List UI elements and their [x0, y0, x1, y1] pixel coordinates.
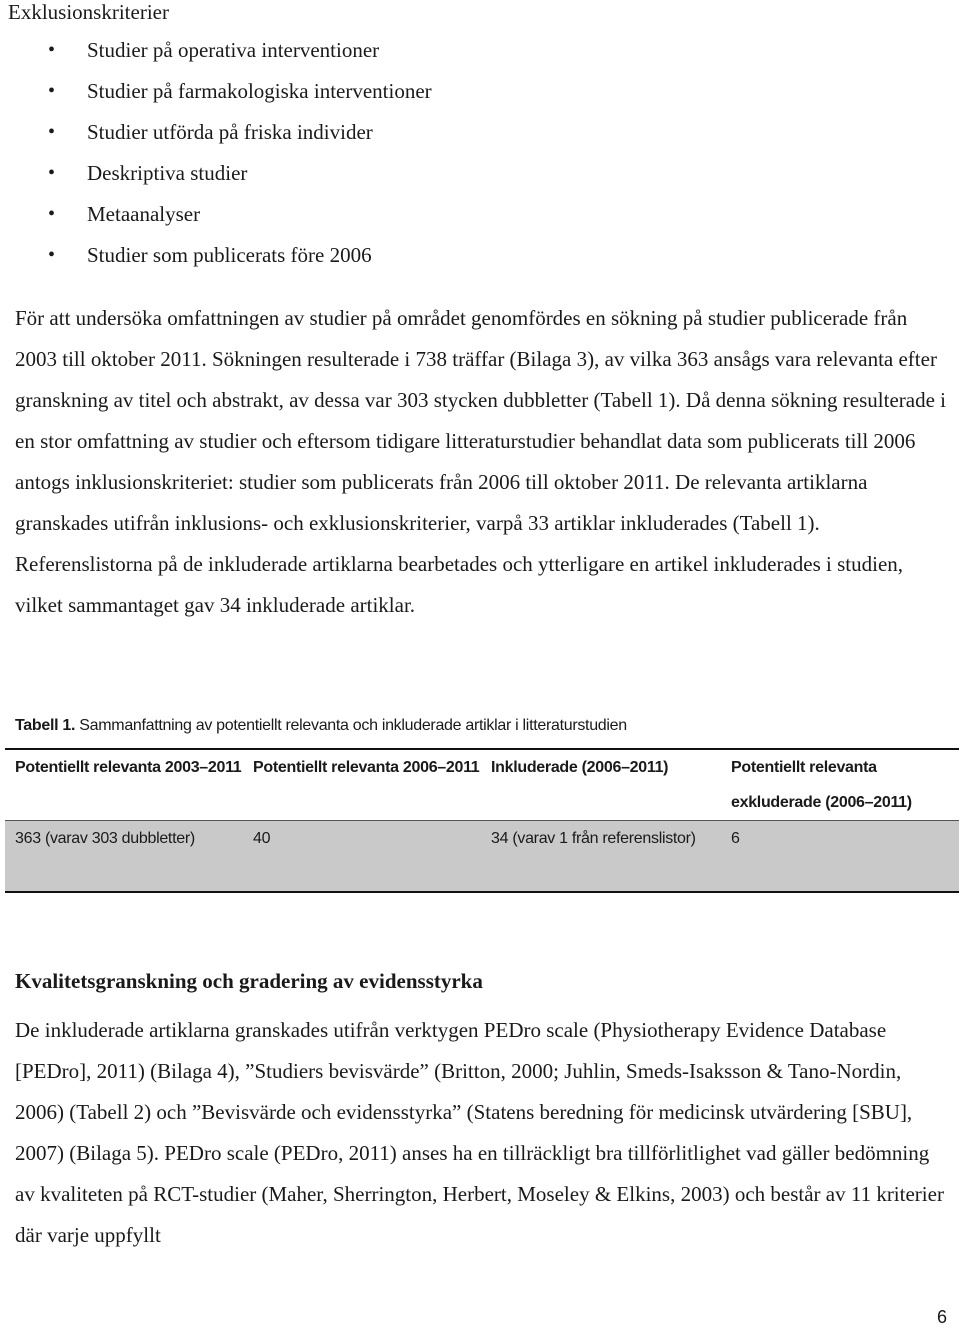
list-item-text: Metaanalyser	[87, 202, 201, 226]
bullet-icon: •	[48, 80, 56, 102]
table-cell: 34 (varav 1 från referenslistor)	[491, 830, 696, 847]
bullet-icon: •	[48, 39, 56, 61]
list-item-text: Studier som publicerats före 2006	[87, 243, 372, 267]
summary-table	[5, 748, 959, 893]
table-header-row	[5, 749, 959, 821]
table-cell: 6	[731, 830, 740, 847]
table-caption-text: Sammanfattning av potentiellt relevanta och inkluderade artiklar i litteraturstudien	[75, 717, 627, 734]
bullet-icon: •	[48, 203, 56, 225]
bullet-icon: •	[48, 162, 56, 184]
table-header-cell: Potentiellt relevanta 2006–2011	[253, 759, 480, 776]
exclusion-criteria-list	[0, 30, 960, 276]
page-number: 6	[936, 1307, 947, 1327]
list-item	[0, 30, 960, 71]
table-header-cell: Potentiellt relevanta 2003–2011	[15, 759, 242, 776]
table-header-cell: Potentiellt relevanta exkluderade (2006–2011)	[731, 759, 912, 811]
search-summary-paragraph: För att undersöka omfattningen av studier på området genomfördes en sökning på studier publicerade från 2003 till oktober 2011. Sökningen resulterade i 738 träffar (Bilaga 3), av vilka 363 ansågs vara relevanta efter granskning av titel och abstrakt, av dessa var 303 stycken dubbletter (Tabell 1). Då denna sökning resulterade i en stor omfattning av studier och eftersom tidigare litteraturstudier behandlat data som publicerats till 2006 antogs inklusionskriteriet: studier som publicerats från 2006 till oktober 2011. De relevanta artiklarna granskades utifrån inklusions- och exklusionskriterier, varpå 33 artiklar inkluderades (Tabell 1). Referenslistorna på de inkluderade artiklarna bearbetades och ytterligare en artikel inkluderades i studien, vilket sammantaget gav 34 inkluderade artiklar.	[15, 306, 946, 617]
section-heading: Kvalitetsgranskning och gradering av evidensstyrka	[15, 969, 483, 993]
list-item-text: Studier på operativa interventioner	[87, 38, 380, 62]
table-header-cell: Inkluderade (2006–2011)	[491, 759, 669, 776]
list-item-text: Deskriptiva studier	[87, 161, 248, 185]
list-item	[0, 112, 960, 153]
table-caption	[15, 714, 627, 738]
quality-assessment-paragraph: De inkluderade artiklarna granskades utifrån verktygen PEDro scale (Physiotherapy Evidence Database [PEDro], 2011) (Bilaga 4), ”Studiers bevisvärde” (Britton, 2000; Juhlin, Smeds-Isaksson & Tano-Nordin, 2006) (Tabell 2) och ”Bevisvärde och evidensstyrka” (Statens beredning för medicinsk utvärdering [SBU], 2007) (Bilaga 5). PEDro scale (PEDro, 2011) anses ha en tillräckligt bra tillförlitlighet vad gäller bedömning av kvaliteten på RCT-studier (Maher, Sherrington, Herbert, Moseley & Elkins, 2003) och består av 11 kriterier där varje uppfyllt	[15, 1018, 944, 1247]
list-item-text: Studier utförda på friska individer	[87, 120, 373, 144]
table-cell: 40	[253, 830, 271, 847]
list-item	[0, 153, 960, 194]
list-item	[0, 235, 960, 276]
exclusion-criteria-title: Exklusionskriterier	[8, 0, 169, 24]
table-cell: 363 (varav 303 dubbletter)	[15, 830, 195, 847]
bullet-icon: •	[48, 244, 56, 266]
bullet-icon: •	[48, 121, 56, 143]
table-caption-label: Tabell 1.	[15, 717, 76, 734]
list-item	[0, 194, 960, 235]
list-item-text: Studier på farmakologiska interventioner	[87, 79, 432, 103]
table-row	[5, 821, 959, 893]
list-item	[0, 71, 960, 112]
